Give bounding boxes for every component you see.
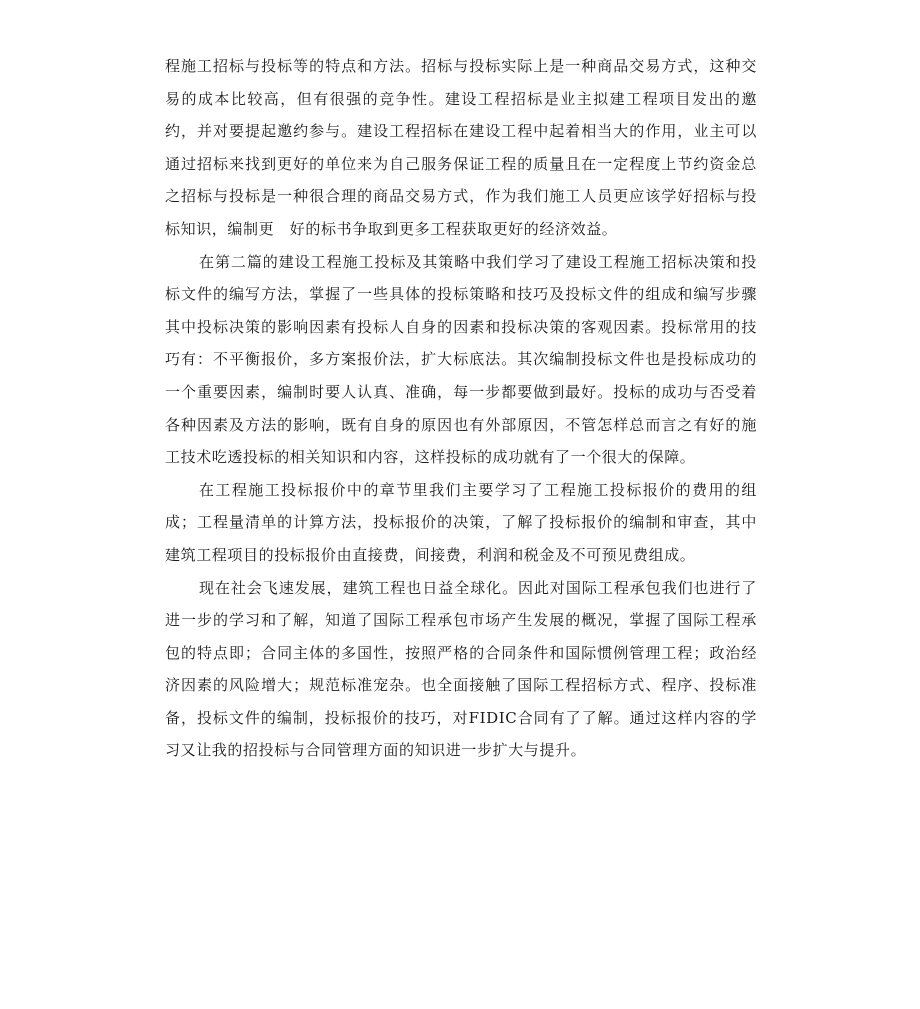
paragraph-3: 在工程施工投标报价中的章节里我们主要学习了工程施工投标报价的费用的组成；工程量清单的计算方法，投标报价的决策，了解了投标报价的编制和审查，其中建筑工程项目的投标报价由直接费，间接费，利润和税金及不可预见费组成。 [165,480,757,564]
paragraph-2: 在第二篇的建设工程施工投标及其策略中我们学习了建设工程施工招标决策和投标文件的编写方法，掌握了一些具体的投标策略和技巧及投标文件的组成和编写步骤其中投标决策的影响因素有投标人自身的因素和投标决策的客观因素。投标常用的技巧有：不平衡报价，多方案报价法，扩大标底法。其次编制投标文件也是投标成功的一个重要因素，编制时要人认真、准确，每一步都要做到最好。投标的成功与否受着各种因素及方法的影响，既有自身的原因也有外部原因，不管怎样总而言之有好的施工技术吃透投标的相关知识和内容，这样投标的成功就有了一个很大的保障。 [165,252,757,467]
paragraph-4: 现在社会飞速发展，建筑工程也日益全球化。因此对国际工程承包我们也进行了进一步的学习和了解，知道了国际工程承包市场产生发展的概况，掌握了国际工程承包的特点即；合同主体的多国性，按照严格的合同条件和国际惯例管理工程；政治经济因素的风险增大；规范标准宠杂。也全面接触了国际工程招标方式、程序、投标准备，投标文件的编制，投标报价的技巧，对FIDIC合同有了了解。通过这样内容的学习又让我的招投标与合同管理方面的知识进一步扩大与提升。 [165,578,757,760]
paragraph-1: 程施工招标与投标等的特点和方法。招标与投标实际上是一种商品交易方式，这种交易的成本比较高，但有很强的竞争性。建设工程招标是业主拟建工程项目发出的邀约，并对要提起邀约参与。建设工程招标在建设工程中起着相当大的作用，业主可以通过招标来找到更好的单位来为自己服务保证工程的质量且在一定程度上节约资金总之招标与投标是一种很合理的商品交易方式，作为我们施工人员更应该学好招标与投标知识，编制更 好的标书争取到更多工程获取更好的经济效益。 [165,57,757,238]
document-body [165,50,757,767]
